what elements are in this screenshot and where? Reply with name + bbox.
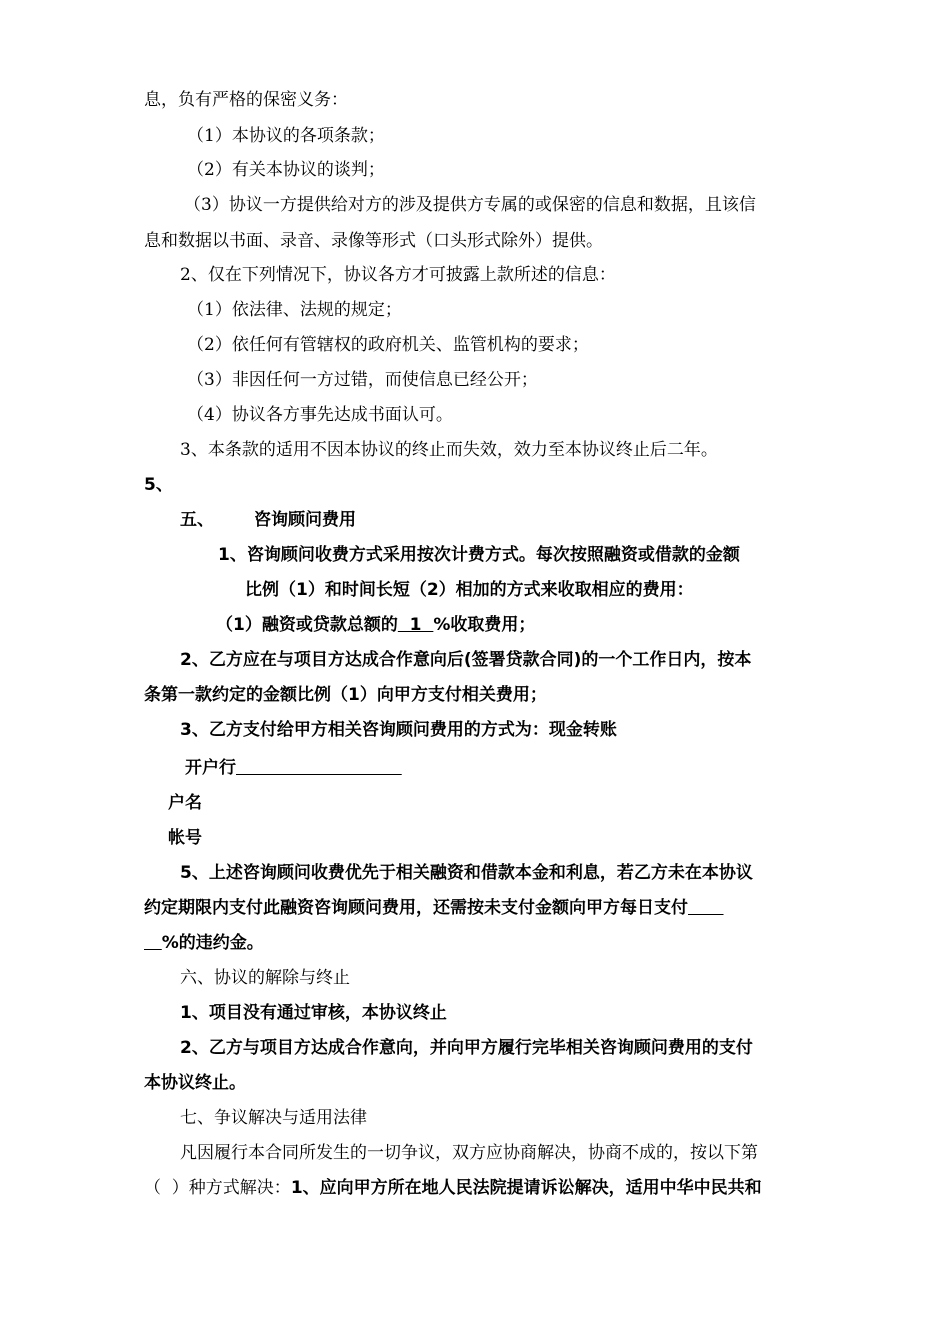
penalty-rate-blank [144,933,162,953]
clause-item: 3、本条款的适用不因本协议的终止而失效，效力至本协议终止后二年。 [180,440,718,460]
clause-item: 3、乙方支付给甲方相关咨询顾问费用的方式为：现金转账 [180,720,617,740]
list-item: （3）协议一方提供给对方的涉及提供方专属的或保密的信息和数据，且该信 [184,195,756,215]
clause-item: 5、上述咨询顾问收费优先于相关融资和借款本金和利息，若乙方未在本协议 [180,863,753,883]
fee-rate-line [216,614,535,636]
fee-rate-value: 1 [397,615,434,635]
list-item: （4）协议各方事先达成书面认可。 [187,405,453,425]
list-item: （2）有关本协议的谈判； [187,160,385,180]
text-line: 条第一款约定的金额比例（1）向甲方支付相关费用； [144,685,547,705]
section-heading: 六、协议的解除与终止 [180,968,350,988]
penalty-line [144,897,724,919]
text-line: 息和数据以书面、录音、录像等形式（口头形式除外）提供。 [144,231,603,251]
clause-item: 2、乙方与项目方达成合作意向，并向甲方履行完毕相关咨询顾问费用的支付 [180,1038,753,1058]
section-number: 五、 [180,510,214,530]
text-line: 息，负有严格的保密义务： [144,90,348,110]
section-heading [180,509,356,531]
clause-item: 凡因履行本合同所发生的一切争议，双方应协商解决，协商不成的，按以下第 [180,1143,758,1163]
penalty-text: 约定期限内支付此融资咨询顾问费用，还需按未支付金额向甲方每日支付 [144,898,688,918]
penalty-rate-suffix: %的违约金。 [161,933,264,953]
penalty-rate-line [144,932,264,954]
clause-item: 1、项目没有通过审核，本协议终止 [180,1003,447,1023]
clause-item: 2、乙方应在与项目方达成合作意向后(签署贷款合同)的一个工作日内，按本 [180,650,752,670]
bank-line [185,757,402,779]
text-line: 本协议终止。 [144,1073,246,1093]
dispute-choice: （ ）种方式解决： [144,1178,291,1198]
list-item: （1）本协议的各项条款； [187,126,385,146]
clause-item: 2、仅在下列情况下，协议各方才可披露上款所述的信息： [180,265,616,285]
item-number: 5、 [144,475,173,495]
fee-rate-prefix: （1）融资或贷款总额的 [216,615,398,635]
dispute-option-1: 1、应向甲方所在地人民法院提请诉讼解决，适用中华中民共和 [290,1178,762,1198]
section-title: 咨询顾问费用 [254,510,356,530]
clause-item: 1、咨询顾问收费方式采用按次计费方式。每次按照融资或借款的金额 [218,545,740,565]
account-number-label: 帐号 [168,828,202,848]
text-line [144,1177,762,1199]
fee-rate-suffix: %收取费用； [433,615,536,635]
penalty-blank [688,898,724,918]
bank-label: 开户行 [185,758,236,778]
list-item: （3）非因任何一方过错，而使信息已经公开； [187,370,538,390]
list-item: （1）依法律、法规的规定； [187,300,402,320]
section-heading: 七、争议解决与适用法律 [180,1108,367,1128]
list-item: （2）依任何有管辖权的政府机关、监管机构的要求； [187,335,589,355]
account-name-label: 户名 [168,793,202,813]
clause-item: 比例（1）和时间长短（2）相加的方式来收取相应的费用： [245,580,694,600]
bank-blank [236,758,402,778]
